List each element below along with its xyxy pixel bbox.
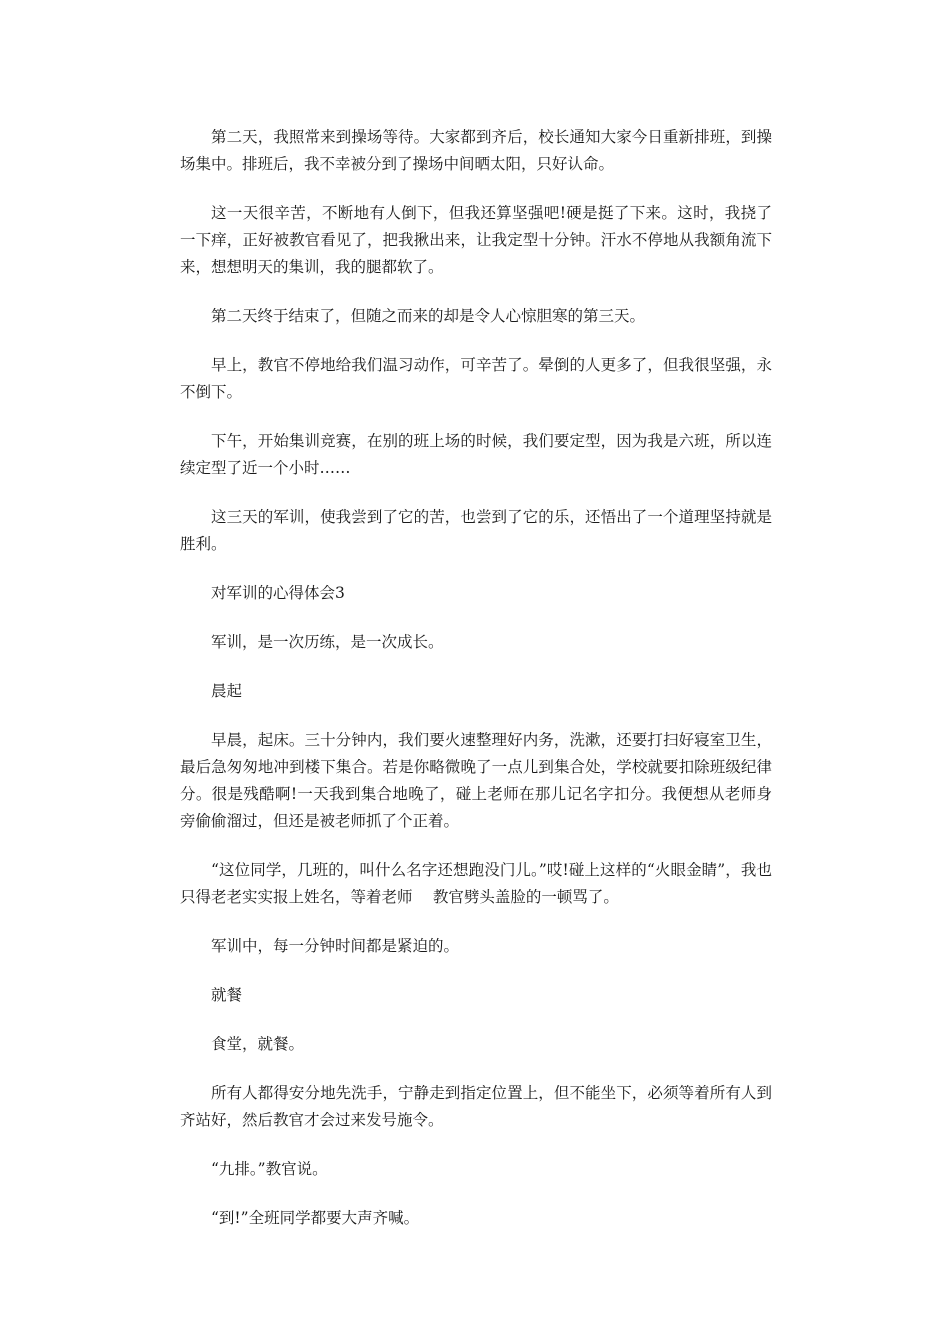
paragraph: 第二天终于结束了，但随之而来的却是令人心惊胆寒的第三天。 (211, 307, 646, 325)
paragraph: “到!”全班同学都要大声齐喊。 (211, 1209, 420, 1227)
paragraph: 早晨，起床。三十分钟内，我们要火速整理好内务，洗漱，还要打扫好寝室卫生，最后急匆匆地冲到楼下集合。若是你略微晚了一点儿到集合处，学校就要扣除班级纪律分。很是残酷啊!一天我到集合地晚了，碰上老师在那儿记名字扣分。我便想从老师身旁偷偷溜过，但还是被老师抓了个正着。 (180, 731, 772, 830)
paragraph: 这一天很辛苦，不断地有人倒下，但我还算坚强吧!硬是挺了下来。这时，我挠了一下痒，正好被教官看见了，把我揪出来，让我定型十分钟。汗水不停地从我额角流下来，想想明天的集训，我的腿都软了。 (180, 204, 772, 276)
paragraph: 所有人都得安分地先洗手，宁静走到指定位置上，但不能坐下，必须等着所有人到齐站好，然后教官才会过来发号施令。 (180, 1084, 772, 1129)
paragraph: 军训中，每一分钟时间都是紧迫的。 (211, 937, 460, 955)
paragraph: “这位同学，几班的，叫什么名字还想跑没门儿。”哎!碰上这样的“火眼金睛”，我也只得老老实实报上姓名，等着老师 教官劈头盖脸的一顿骂了。 (180, 861, 772, 906)
paragraph: 军训，是一次历练，是一次成长。 (211, 633, 444, 651)
subheading: 晨起 (211, 682, 243, 700)
paragraph: 食堂，就餐。 (211, 1035, 305, 1053)
paragraph: 早上，教官不停地给我们温习动作，可辛苦了。晕倒的人更多了，但我很坚强，永不倒下。 (180, 356, 772, 401)
paragraph: “九排。”教官说。 (211, 1160, 328, 1178)
subheading: 就餐 (211, 986, 243, 1004)
section-heading: 对军训的心得体会3 (211, 584, 345, 602)
paragraph: 这三天的军训，使我尝到了它的苦，也尝到了它的乐，还悟出了一个道理坚持就是胜利。 (180, 508, 772, 553)
paragraph: 下午，开始集训竞赛，在别的班上场的时候，我们要定型，因为我是六班，所以连续定型了近一个小时…… (180, 432, 772, 477)
paragraph: 第二天，我照常来到操场等待。大家都到齐后，校长通知大家今日重新排班，到操场集中。排班后，我不幸被分到了操场中间晒太阳，只好认命。 (180, 128, 772, 173)
document-body (180, 124, 772, 1254)
